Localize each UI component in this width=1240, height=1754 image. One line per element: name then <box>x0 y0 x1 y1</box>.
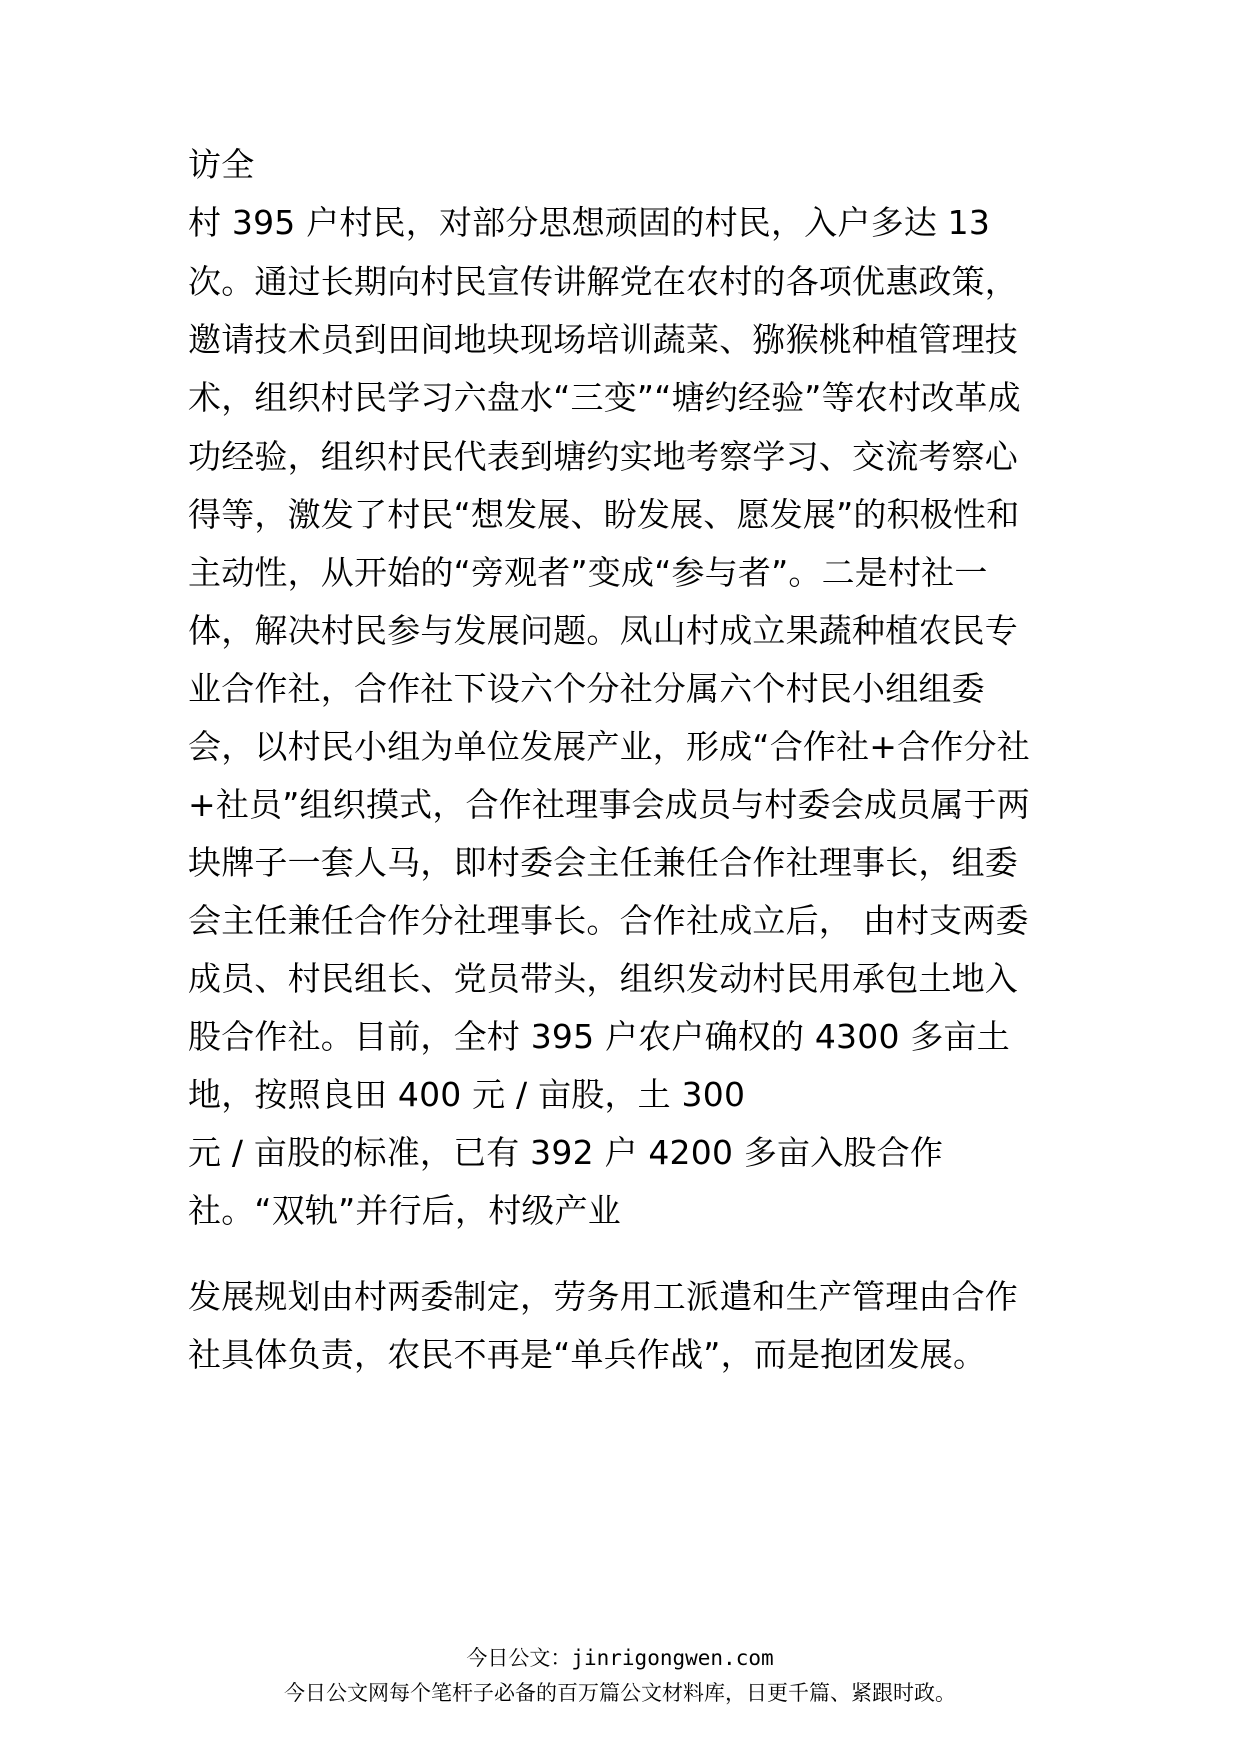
footer-site-label: 今日公文： <box>466 1646 572 1670</box>
body-text-line: 访全 <box>188 145 255 184</box>
body-text-line: 业合作社，合作社下设六个分社分属六个村民小组组委 <box>188 669 985 708</box>
body-text-line: 社。“双轨”并行后，村级产业 <box>188 1191 621 1230</box>
body-text-line: 股合作社。目前，全村 395 户农户确权的 4300 多亩土 <box>188 1017 1010 1056</box>
body-text-line: 会，以村民小组为单位发展产业，形成“合作社+合作分社 <box>188 727 1030 766</box>
body-text-line: 体，解决村民参与发展问题。凤山村成立果蔬种植农民专 <box>188 611 1018 650</box>
body-text-line: +社员”组织摸式，合作社理事会成员与村委会成员属于两 <box>188 785 1030 824</box>
body-text-line: 术，组织村民学习六盘水“三变”“塘约经验”等农村改革成 <box>188 378 1021 417</box>
body-text-line: 发展规划由村两委制定，劳务用工派遣和生产管理由合作 <box>188 1277 1018 1316</box>
body-text-line: 块牌子一套人马，即村委会主任兼任合作社理事长，组委 <box>188 843 1018 882</box>
body-text-line: 主动性，从开始的“旁观者”变成“参与者”。二是村社一 <box>188 553 988 592</box>
footer-slogan: 今日公文网每个笔杆子必备的百万篇公文材料库，日更千篇、紧跟时政。 <box>284 1681 956 1705</box>
body-text-line: 会主任兼任合作分社理事长。合作社成立后， 由村支两委 <box>188 901 1029 940</box>
body-text-line: 邀请技术员到田间地块现场培训蔬菜、猕猴桃种植管理技 <box>188 320 1018 359</box>
body-text-line: 地，按照良田 400 元 / 亩股，土 300 <box>188 1075 746 1114</box>
body-text-line: 功经验，组织村民代表到塘约实地考察学习、交流考察心 <box>188 437 1018 476</box>
body-text-line: 社具体负责，农民不再是“单兵作战”，而是抱团发展。 <box>188 1335 987 1374</box>
body-text-line: 村 395 户村民，对部分思想顽固的村民，入户多达 13 <box>188 203 991 242</box>
body-text-line: 成员、村民组长、党员带头，组织发动村民用承包土地入 <box>188 959 1018 998</box>
body-text-line: 元 / 亩股的标准，已有 392 户 4200 多亩入股合作 <box>188 1133 944 1172</box>
footer-site-url[interactable]: jinrigongwen.com <box>571 1646 774 1670</box>
body-text-line: 得等，激发了村民“想发展、盼发展、愿发展”的积极性和 <box>188 495 1020 534</box>
footer-site-link <box>0 1645 1240 1671</box>
body-text-line: 次。通过长期向村民宣传讲解党在农村的各项优惠政策， <box>188 262 1018 301</box>
